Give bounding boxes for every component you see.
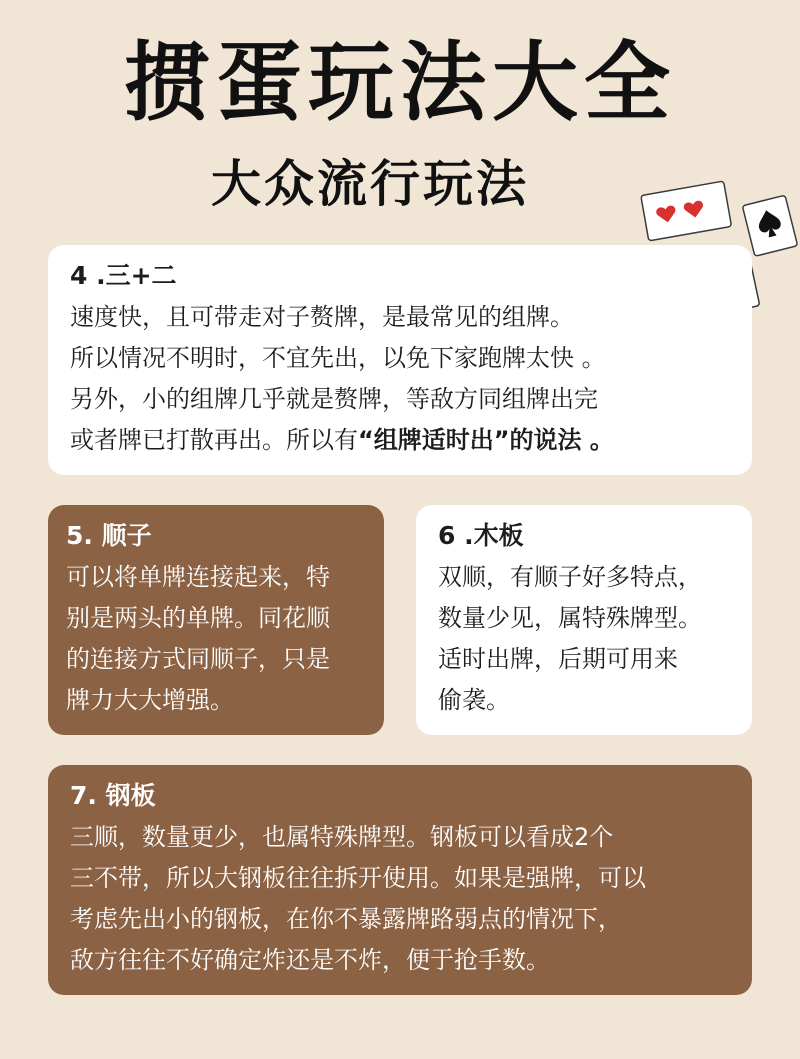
card-text-line: 考虑先出小的钢板，在你不暴露牌路弱点的情况下，: [70, 905, 622, 933]
card-text-line: 三顺，数量更少，也属特殊牌型。钢板可以看成2个: [70, 823, 614, 851]
card-text-prefix: 或者牌已打散再出。所以有: [70, 426, 358, 454]
card-text-line: 所以情况不明时，不宜先出，以免下家跑牌太快 。: [70, 344, 606, 372]
page-subtitle: 大众流行玩法: [211, 155, 529, 213]
card-heading: 6 .木板: [438, 521, 524, 550]
card-san-er: [48, 245, 752, 475]
card-text-line: 牌力大大增强。: [66, 686, 234, 714]
card-text-line: 适时出牌，后期可用来: [438, 645, 678, 673]
card-text-line: 数量少见，属特殊牌型。: [438, 604, 702, 632]
card-text-line: 别是两头的单牌。同花顺: [66, 604, 330, 632]
card-text-line: 偷袭。: [438, 686, 510, 714]
card-shunzi: [48, 505, 384, 735]
card-text-line: 三不带，所以大钢板往往拆开使用。如果是强牌，可以: [70, 864, 646, 892]
card-heading: 7. 钢板: [70, 781, 156, 810]
heart-cards-icon: [636, 178, 736, 242]
card-text-line: 的连接方式同顺子，只是: [66, 645, 330, 673]
card-text-emphasis: “组牌适时出”的说法 。: [358, 426, 614, 454]
card-text-line: [70, 420, 730, 461]
card-text-line: 速度快，且可带走对子赘牌，是最常见的组牌。: [70, 303, 574, 331]
card-text-line: 可以将单牌连接起来，特: [66, 563, 330, 591]
card-text-line: 另外，小的组牌几乎就是赘牌，等敌方同组牌出完: [70, 385, 598, 413]
card-text-line: 敌方往往不好确定炸还是不炸，便于抢手数。: [70, 946, 550, 974]
card-text-line: 双顺，有顺子好多特点，: [438, 563, 702, 591]
card-muban: [416, 505, 752, 735]
card-heading: 5. 顺子: [66, 521, 152, 550]
page-title: 掼蛋玩法大全: [124, 33, 676, 133]
card-heading: 4 .三+二: [70, 261, 177, 290]
card-gangban: [48, 765, 752, 995]
